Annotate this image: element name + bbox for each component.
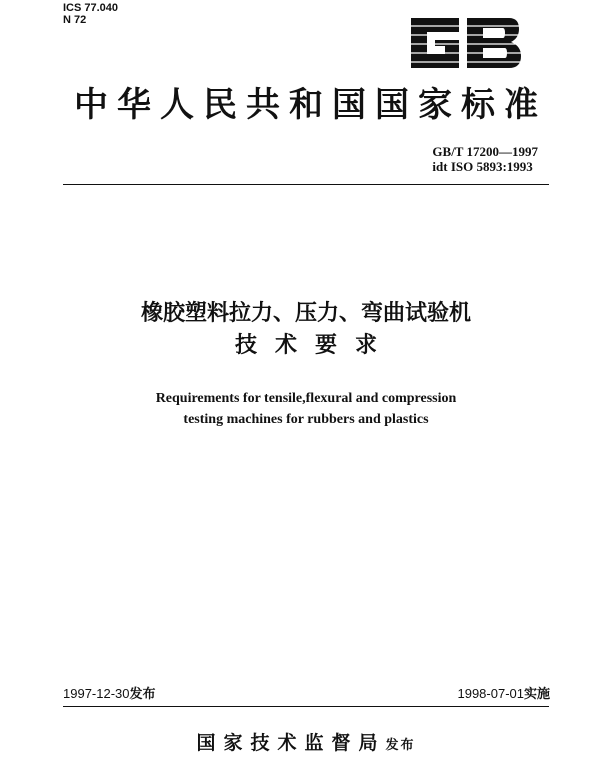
gb-logo-icon [405, 14, 523, 72]
publisher-line [63, 730, 549, 759]
standard-code: GB/T 17200—1997 [432, 144, 538, 159]
issue-label: 发布 [129, 686, 156, 701]
english-title-line-1: Requirements for tensile,flexural and compression [155, 391, 457, 406]
chinese-title-line-2: 技术要求 [234, 333, 395, 358]
publisher-suffix: 发布 [385, 738, 416, 753]
chinese-title [63, 298, 549, 362]
standard-code-block [432, 144, 538, 174]
implementation-label: 实施 [523, 686, 550, 701]
top-divider [63, 184, 549, 185]
implementation-date: 1998-07-01 [457, 686, 524, 701]
equivalent-code: idt ISO 5893:1993 [432, 159, 533, 174]
national-standard-heading: 中华人民共和国国家标准 [74, 85, 547, 125]
english-title [63, 388, 549, 430]
publisher-name: 国家技术监督局 [196, 732, 386, 754]
issue-date: 1997-12-30 [63, 686, 130, 701]
issue-date-block [63, 686, 156, 702]
classification-codes [63, 2, 118, 26]
ccs-code: N 72 [63, 14, 87, 26]
chinese-title-line-1: 橡胶塑料拉力、压力、弯曲试验机 [140, 301, 471, 326]
implementation-date-block [457, 686, 550, 702]
english-title-line-2: testing machines for rubbers and plastics [183, 412, 429, 427]
ics-code: ICS 77.040 [63, 2, 119, 14]
bottom-divider [63, 706, 549, 707]
